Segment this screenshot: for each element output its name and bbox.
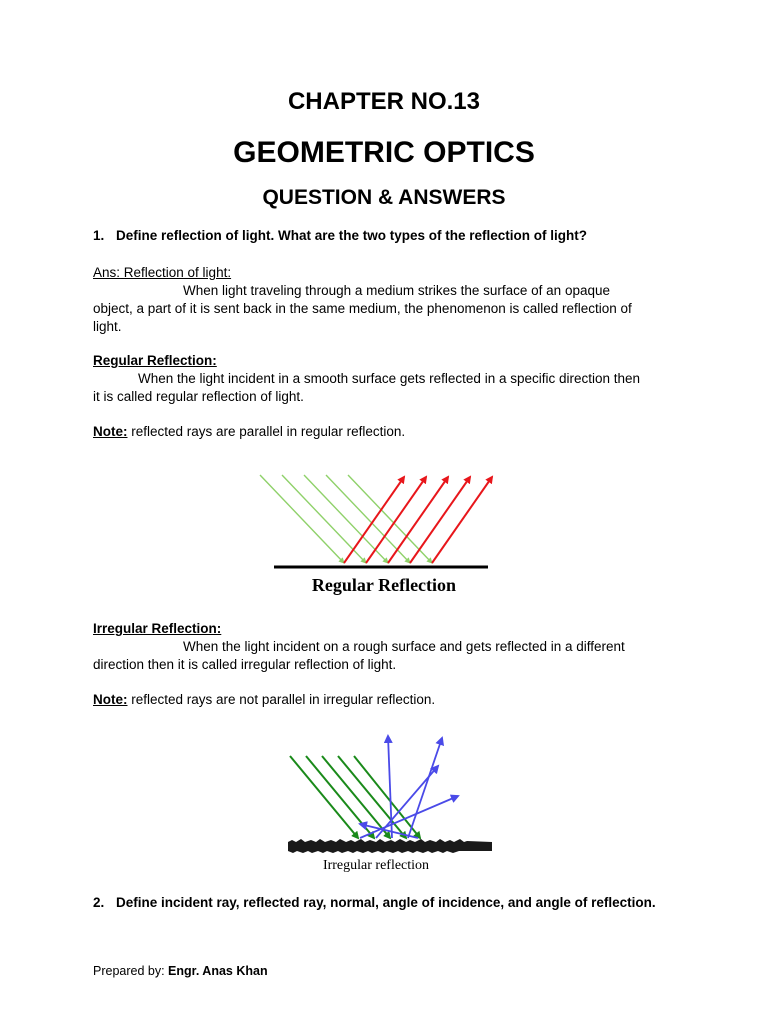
footer-label: Prepared by: xyxy=(93,964,169,978)
irregular-note xyxy=(93,691,683,709)
question-number: 2. xyxy=(93,895,105,910)
irregular-line-1: When the light incident on a rough surface and gets reflected in a different xyxy=(183,639,625,654)
chapter-number: CHAPTER NO.13 xyxy=(287,88,481,115)
page-subtitle: QUESTION & ANSWERS xyxy=(262,186,506,209)
regular-line-2: it is called regular reflection of light. xyxy=(93,389,304,404)
irregular-figure-caption: Irregular reflection xyxy=(322,858,430,873)
incident-rays xyxy=(260,475,432,563)
regular-reflection-figure xyxy=(250,465,500,600)
note-label: Note: xyxy=(93,424,128,439)
answer-line-1: When light traveling through a medium strikes the surface of an opaque xyxy=(183,283,610,298)
reflected-rays xyxy=(360,736,458,838)
note-label: Note: xyxy=(93,692,128,707)
regular-figure-caption: Regular Reflection xyxy=(311,575,457,595)
question-2 xyxy=(93,895,656,910)
answer-line-2: object, a part of it is sent back in the same medium, the phenomenon is called reflection of xyxy=(93,301,632,316)
regular-block xyxy=(93,352,683,406)
incident-rays xyxy=(290,756,420,838)
question-number: 1. xyxy=(93,228,105,243)
footer-author: Engr. Anas Khan xyxy=(168,964,268,978)
regular-note xyxy=(93,423,683,441)
answer-prefix: Ans: xyxy=(93,265,121,280)
answer-heading xyxy=(93,264,683,282)
page-title: GEOMETRIC OPTICS xyxy=(233,136,535,169)
answer-heading-text: Reflection of light: xyxy=(120,265,232,280)
note-text: reflected rays are parallel in regular reflection. xyxy=(127,424,406,439)
irregular-reflection-figure xyxy=(280,728,500,878)
reflected-rays xyxy=(344,477,492,563)
irregular-block xyxy=(93,620,683,674)
question-text: Define reflection of light. What are the two types of the reflection of light? xyxy=(116,228,588,243)
regular-heading: Regular Reflection: xyxy=(93,353,217,368)
question-1 xyxy=(93,228,587,243)
regular-line-1: When the light incident in a smooth surface gets reflected in a specific direction then xyxy=(138,371,641,386)
answer-block xyxy=(93,264,683,336)
question-text: Define incident ray, reflected ray, normal, angle of incidence, and angle of reflection. xyxy=(116,895,656,910)
footer xyxy=(93,964,268,978)
irregular-heading: Irregular Reflection: xyxy=(93,621,222,636)
rough-surface xyxy=(288,839,492,853)
answer-line-3: light. xyxy=(93,319,122,334)
irregular-line-2: direction then it is called irregular reflection of light. xyxy=(93,657,397,672)
note-text: reflected rays are not parallel in irregular reflection. xyxy=(127,692,436,707)
